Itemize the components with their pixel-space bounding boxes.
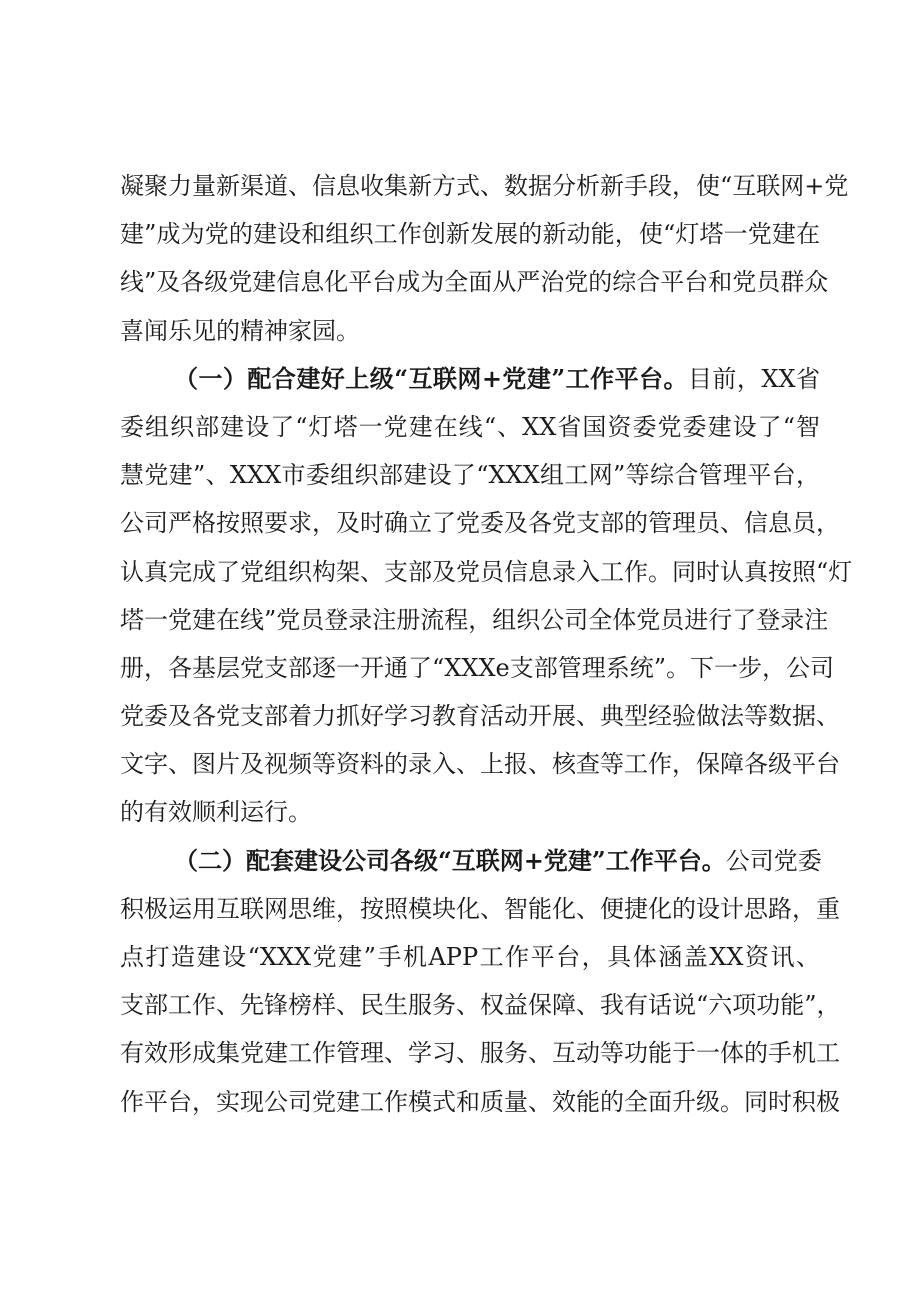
- text-line: 点打造建设“XXX党建”手机APP工作平台，具体涵盖XX资讯、: [120, 943, 820, 971]
- paragraph-intro: [120, 162, 849, 355]
- text-line: 认真完成了党组织构架、支部及党员信息录入工作。同时认真按照“灯: [120, 557, 853, 586]
- section-1-first-line-text: 目前，XX省: [687, 364, 821, 393]
- text-line: 委组织部建设了“灯塔一党建在线“、XX省国资委党委建设了“智: [120, 412, 820, 441]
- text-line: 喜闻乐见的精神家园。: [120, 316, 360, 345]
- text-line: 册，各基层党支部逐一开通了“XXXe支部管理系统”。下一步，公司: [120, 653, 834, 682]
- text-line: 塔一党建在线”党员登录注册流程，组织公司全体党员进行了登录注: [120, 605, 829, 634]
- text-line: 公司严格按照要求，及时确立了党委及各党支部的管理员、信息员，: [120, 509, 840, 538]
- text-line: 文字、图片及视频等资料的录入、上报、核查等工作，保障各级平台: [120, 750, 840, 779]
- text-line: 建”成为党的建设和组织工作创新发展的新动能，使“灯塔一党建在: [120, 220, 820, 249]
- paragraph-section-1: [120, 355, 853, 837]
- section-2-first-line: [120, 837, 820, 885]
- text-line: 支部工作、先锋榜样、民生服务、权益保障、我有话说“六项功能”，: [120, 991, 841, 1020]
- text-line: 党委及各党支部着力抓好学习教育活动开展、典型经验做法等数据、: [120, 702, 840, 731]
- text-line: 作平台，实现公司党建工作模式和质量、效能的全面升级。同时积极: [120, 1087, 840, 1116]
- paragraph-section-2: [120, 837, 841, 1126]
- section-2-heading: （二）配套建设公司各级“互联网+党建”工作平台。: [174, 845, 726, 875]
- text-line: 慧党建”、XXX市委组织部建设了“XXX组工网”等综合管理平台，: [120, 461, 820, 490]
- text-line: 有效形成集党建工作管理、学习、服务、互动等功能于一体的手机工: [120, 1039, 840, 1068]
- text-line: 积极运用互联网思维，按照模块化、智能化、便捷化的设计思路，重: [120, 894, 840, 923]
- section-1-heading: （一）配合建好上级“互联网+党建”工作平台。: [174, 363, 688, 393]
- section-2-first-line-text: 公司党委: [725, 846, 822, 875]
- text-line: 的有效顺利运行。: [120, 798, 312, 827]
- text-line: 线”及各级党建信息化平台成为全面从严治党的综合平台和党员群众: [120, 268, 829, 297]
- document-body: [120, 162, 853, 1126]
- text-line: 凝聚力量新渠道、信息收集新方式、数据分析新手段，使“互联网+党: [120, 172, 849, 200]
- section-1-first-line: [120, 355, 820, 403]
